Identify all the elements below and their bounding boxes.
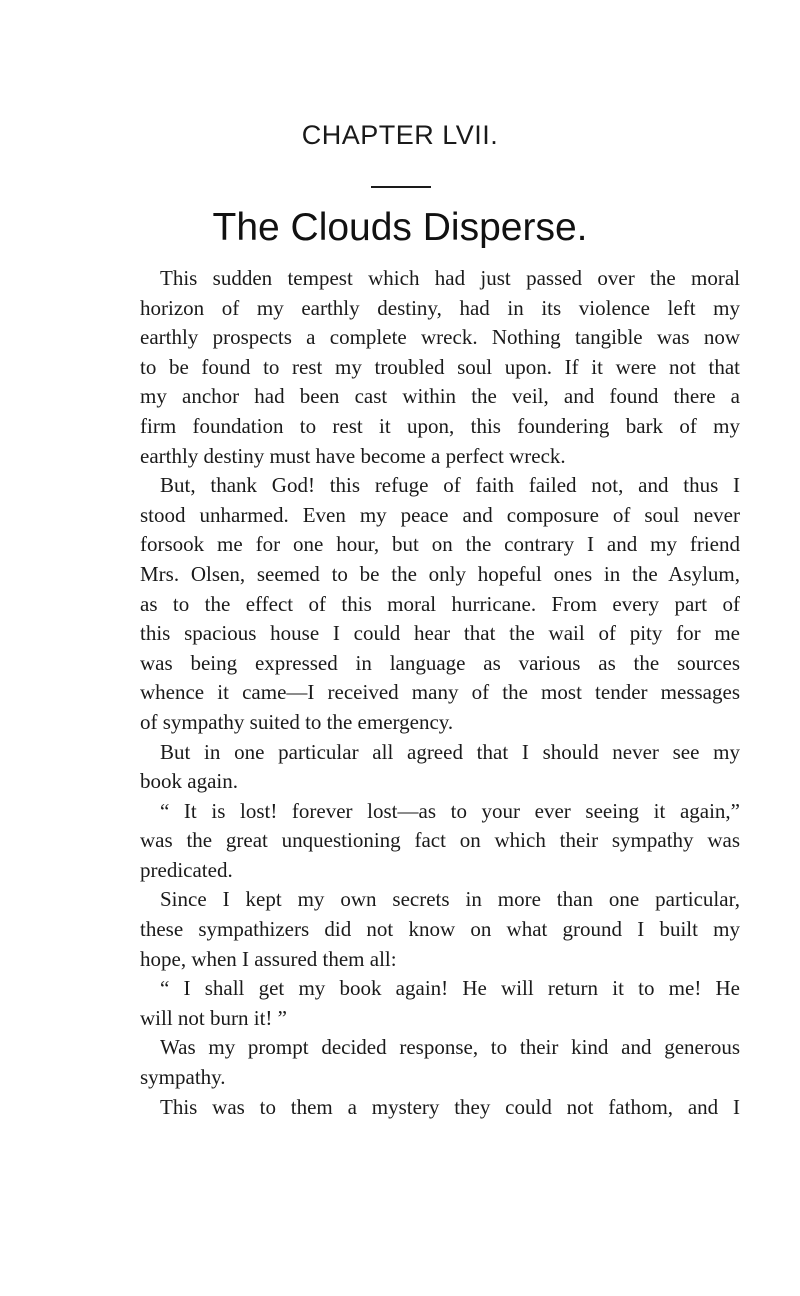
text-line: will not burn it! ”	[140, 1005, 287, 1030]
text-line: stood unharmed. Even my peace and composure of soul never	[140, 502, 740, 527]
text-line: Since I kept my own secrets in more than one particular,	[160, 887, 740, 912]
text-line: this spacious house I could hear that the wail of pity for me	[140, 621, 740, 646]
text-line: Mrs. Olsen, seemed to be the only hopeful ones in the Asylum,	[140, 561, 740, 586]
text-line: book again.	[140, 769, 238, 794]
text-line: whence it came—I received many of the most tender messages	[140, 680, 740, 705]
heading-rule	[371, 186, 431, 188]
text-line: This sudden tempest which had just passed over the moral	[160, 266, 740, 290]
text-line: forsook me for one hour, but on the contrary I and my friend	[140, 532, 740, 557]
text-line: firm foundation to rest it upon, this foundering bark of my	[140, 413, 740, 438]
text-line: to be found to rest my troubled soul upon. If it were not that	[140, 354, 740, 379]
text-line: “ It is lost! forever lost—as to your ever seeing it again,”	[160, 798, 740, 823]
text-line: But in one particular all agreed that I should never see my	[160, 739, 740, 764]
text-line: sympathy.	[140, 1065, 226, 1090]
text-line: hope, when I assured them all:	[140, 946, 397, 971]
text-line: my anchor had been cast within the veil, and found there a	[140, 384, 740, 409]
text-line: This was to them a mystery they could not fathom, and I	[160, 1094, 740, 1119]
text-line: “ I shall get my book again! He will return it to me! He	[160, 976, 740, 1001]
text-line: these sympathizers did not know on what ground I built my	[140, 917, 740, 942]
text-line: as to the effect of this moral hurricane. From every part of	[140, 591, 740, 616]
text-line: of sympathy suited to the emergency.	[140, 709, 454, 734]
body-text	[140, 264, 740, 1122]
text-line: predicated.	[140, 857, 233, 882]
text-line: earthly prospects a complete wreck. Nothing tangible was now	[140, 325, 740, 350]
text-line: was the great unquestioning fact on which their sympathy was	[140, 828, 740, 853]
text-line: earthly destiny must have become a perfect wreck.	[140, 443, 566, 468]
text-line: was being expressed in language as various as the sources	[140, 650, 740, 675]
chapter-number: CHAPTER LVII.	[301, 120, 499, 150]
text-line: But, thank God! this refuge of faith failed not, and thus I	[160, 473, 740, 498]
chapter-title: The Clouds Disperse.	[212, 206, 588, 249]
text-line: Was my prompt decided response, to their kind and generous	[160, 1035, 740, 1060]
text-line: horizon of my earthly destiny, had in its violence left my	[140, 295, 740, 320]
